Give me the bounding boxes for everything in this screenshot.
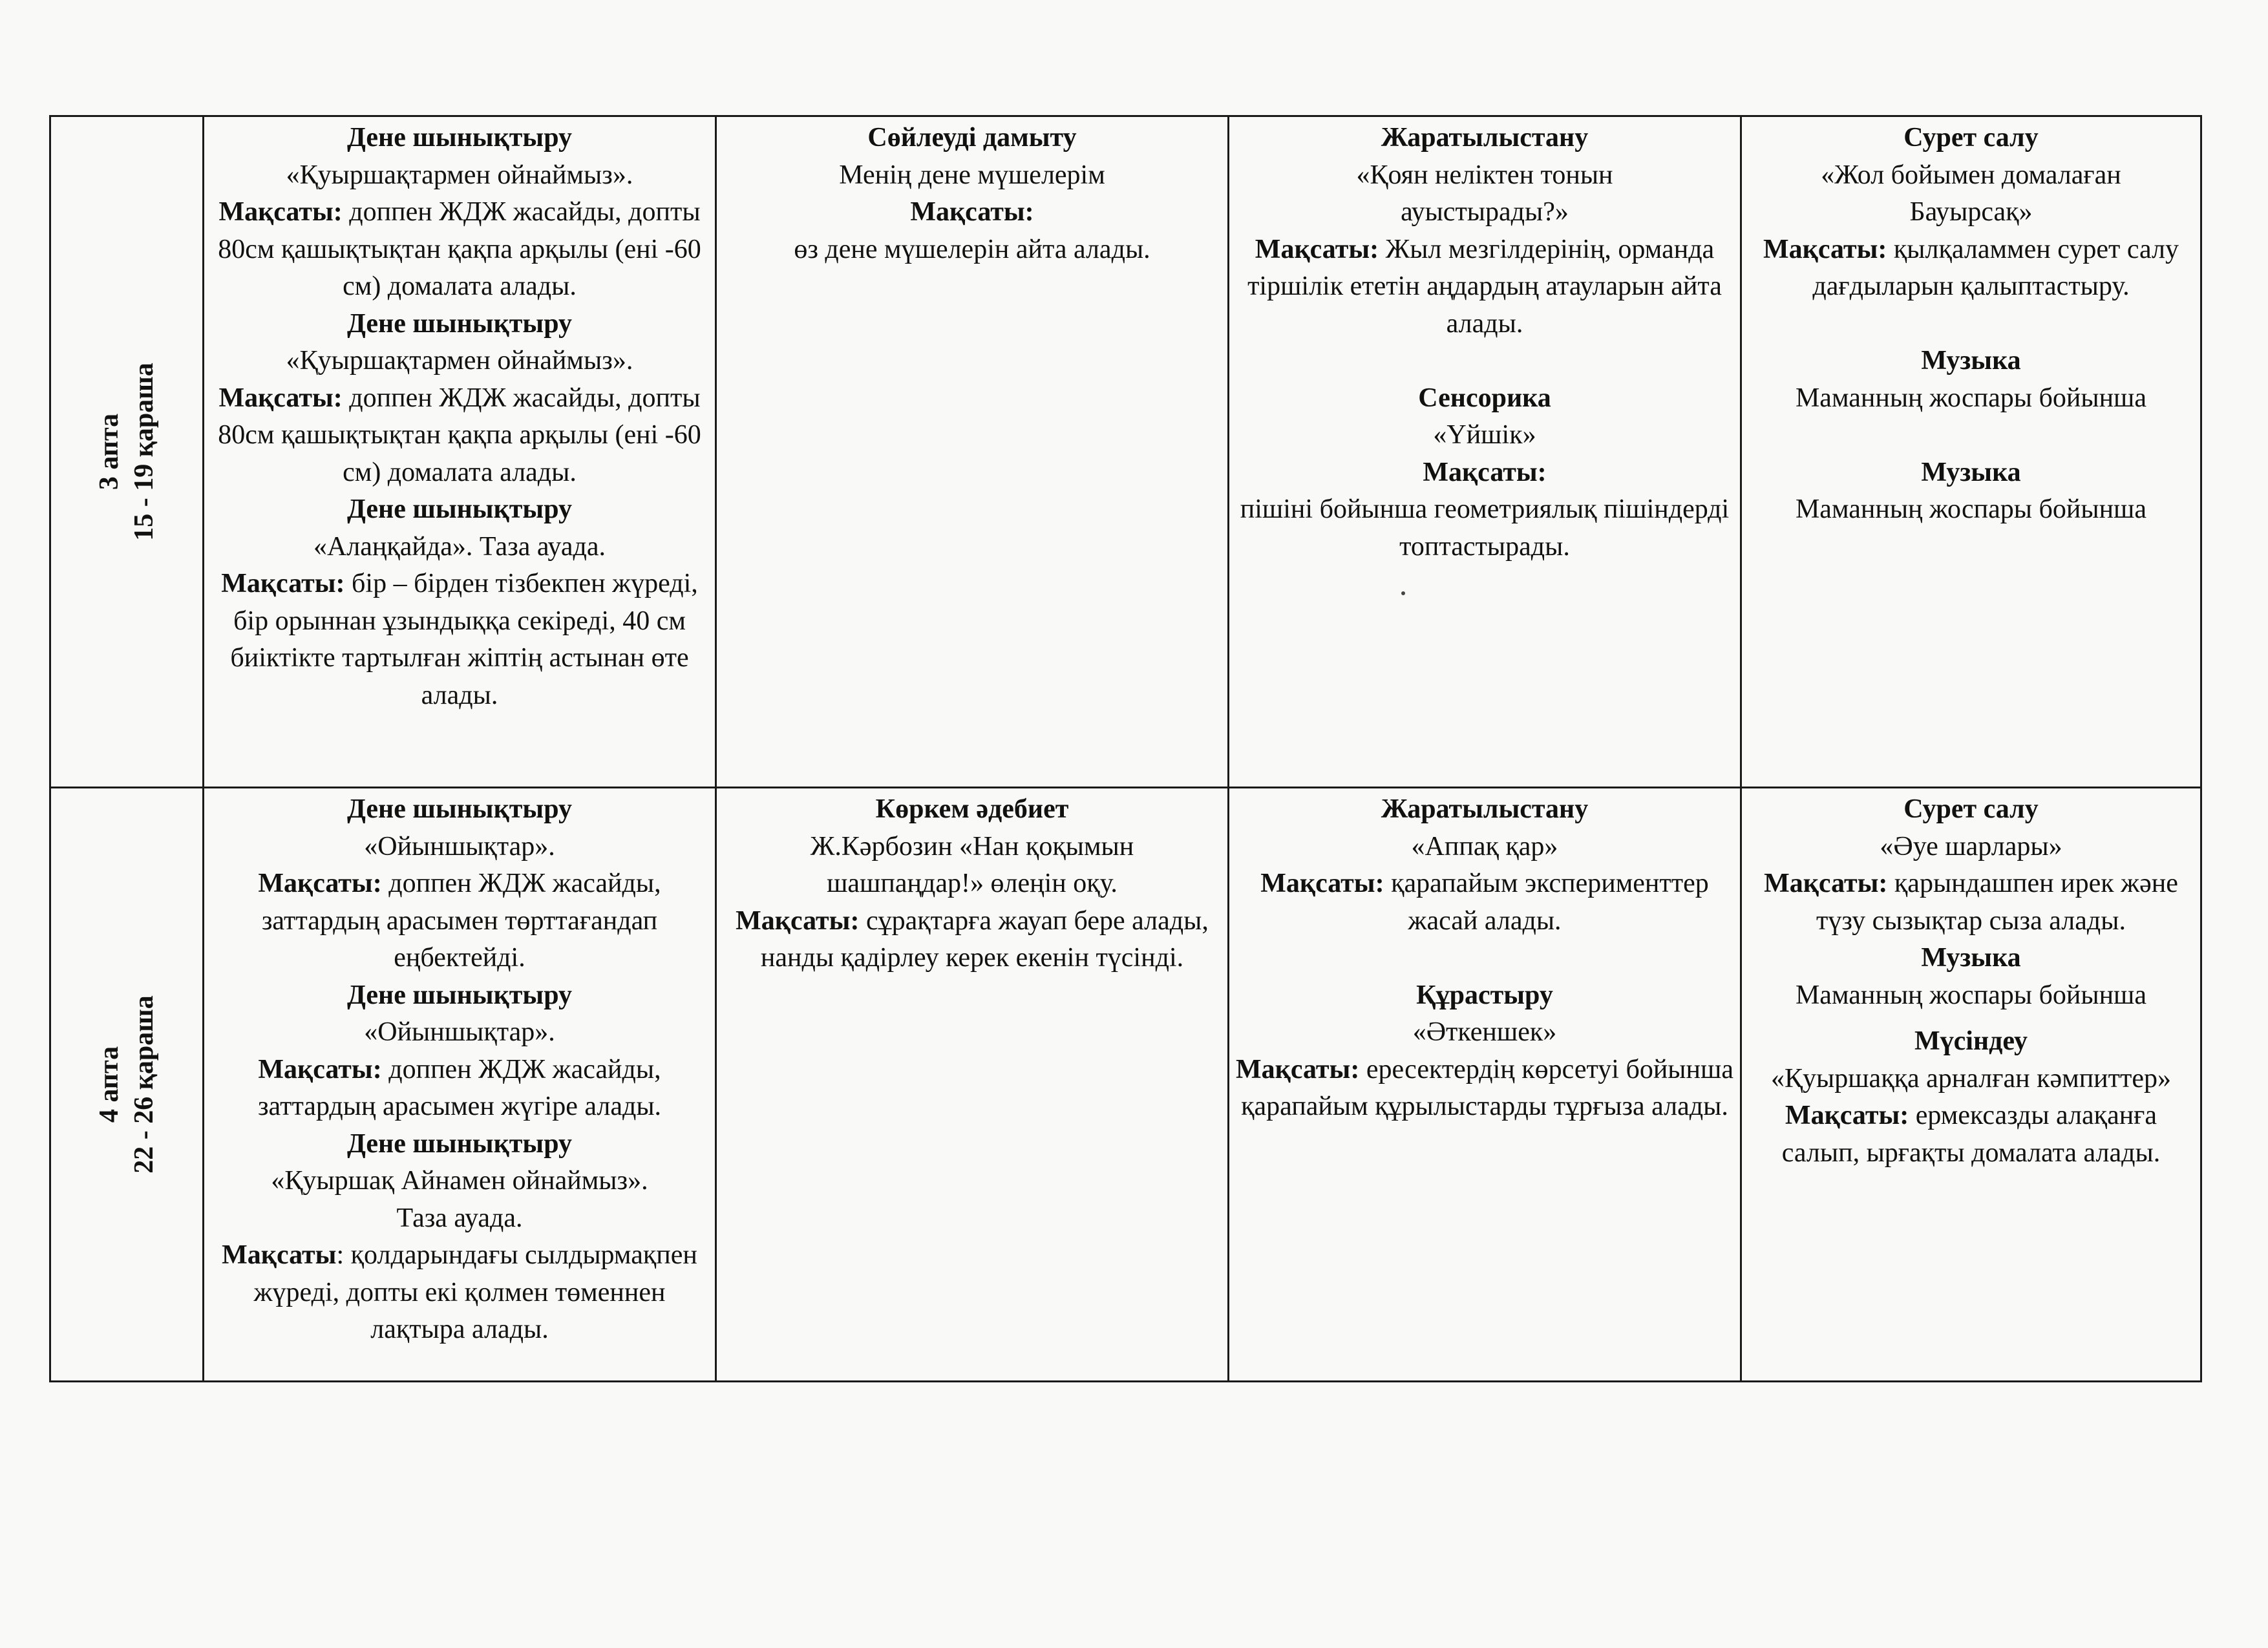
goal-label: Мақсаты: <box>218 383 350 413</box>
week-label <box>92 363 162 541</box>
week-dates: 22 - 26 қараша <box>129 995 159 1174</box>
spacer <box>1236 343 1733 380</box>
subject-title: Сурет салу <box>1903 123 2039 153</box>
subject-title: Сенсорика <box>1418 383 1551 413</box>
activity-topic: Ж.Кәрбозин «Нан қоқымын шашпаңдар!» өлеңін оқу. <box>810 831 1134 898</box>
goal-text: сұрақтарға жауап бере алады, нанды қадірлеу керек екенін түсінді. <box>760 905 1209 973</box>
week-title: 4 апта <box>94 1046 124 1123</box>
activity-block <box>211 1126 708 1349</box>
subject-title: Музыка <box>1921 346 2021 375</box>
activity-block <box>723 120 1221 268</box>
subject-title: Дене шынықтыру <box>346 794 573 824</box>
goal-text: ересектердің көрсетуі бойынша қарапайым құрылыстарды тұрғыза алады. <box>1241 1054 1733 1121</box>
goal-text: өз дене мүшелерін айта алады. <box>794 234 1150 264</box>
activity-topic: «Қуыршаққа арналған кәмпиттер» <box>1770 1063 2172 1093</box>
week-row <box>50 116 2201 788</box>
activity-topic: Маманның жоспары бойынша <box>1795 980 2147 1010</box>
activity-topic: «Қуыршақтармен ойнаймыз». <box>286 346 633 375</box>
goal-label: Мақсаты: <box>1255 234 1386 264</box>
subject-title: Дене шынықтыру <box>346 123 573 153</box>
activity-topic: Менің дене мүшелерім <box>839 160 1105 190</box>
goal-text: : қолдарындағы сылдырмақпен жүреді, допты екі қолмен төменнен лақтыра алады. <box>253 1240 697 1344</box>
activity-topic: «Жол бойымен домалаған Бауырсақ» <box>1821 160 2121 227</box>
activity-block <box>1236 977 1733 1126</box>
activity-topic: «Ойыншықтар». <box>364 1017 555 1047</box>
goal-label: Мақсаты: <box>1785 1101 1916 1130</box>
subject-title: Музыка <box>1921 943 2021 973</box>
activity-topic: «Қуыршақтармен ойнаймыз». <box>286 160 633 190</box>
goal-text: қылқаламмен сурет салу дағдыларын қалыптастыру. <box>1812 234 2179 301</box>
goal-text: қарапайым эксперименттер жасай алады. <box>1391 869 1709 936</box>
spacer <box>1236 940 1733 977</box>
activity-topic: «Аппақ қар» <box>1411 831 1558 861</box>
activity-topic: «Ойыншықтар». <box>364 831 555 861</box>
goal-label: Мақсаты: <box>221 569 352 598</box>
goal-label: Мақсаты: <box>258 869 389 898</box>
goal-label: Мақсаты: <box>258 1054 389 1084</box>
subject-title: Сөйлеуді дамыту <box>867 123 1077 153</box>
activity-cell <box>1741 788 2201 1382</box>
subject-title: Дене шынықтыру <box>346 494 573 524</box>
subject-title: Дене шынықтыру <box>346 1128 573 1159</box>
subject-title: Жаратылыстану <box>1381 794 1589 824</box>
activity-cell <box>716 788 1229 1382</box>
activity-cell <box>204 788 716 1382</box>
goal-label: Мақсаты: <box>1423 457 1547 487</box>
subject-title: Мүсіндеу <box>1914 1026 2028 1056</box>
week-row <box>50 788 2201 1382</box>
goal-text: доппен ЖДЖ жасайды, допты 80см қашықтықтан қақпа арқылы (ені -60 см) домалата алады. <box>218 383 701 487</box>
activity-block <box>211 491 708 714</box>
activity-block <box>1748 120 2194 306</box>
activity-cell <box>1229 788 1741 1382</box>
goal-text: доппен ЖДЖ жасайды, заттардың арасымен жүгіре алады. <box>257 1054 662 1121</box>
activity-block <box>211 120 708 306</box>
activity-cell <box>1741 116 2201 788</box>
activity-cell <box>1229 116 1741 788</box>
goal-label: Мақсаты: <box>1236 1054 1366 1084</box>
goal-label: Мақсаты <box>222 1240 337 1270</box>
activity-topic: «Қоян неліктен тонын ауыстырады?» <box>1356 160 1613 227</box>
weekly-plan-table <box>49 115 2202 1382</box>
subject-title: Жаратылыстану <box>1381 123 1589 153</box>
goal-text: қарындашпен ирек және түзу сызықтар сыза алады. <box>1816 869 2178 936</box>
activity-cell <box>716 116 1229 788</box>
activity-block <box>1236 120 1733 343</box>
activity-cell <box>204 116 716 788</box>
week-label-cell <box>50 788 204 1382</box>
activity-topic: Маманның жоспары бойынша <box>1795 494 2147 524</box>
goal-text: доппен ЖДЖ жасайды, допты 80см қашықтықтан қақпа арқылы (ені -60 см) домалата алады. <box>218 197 701 301</box>
activity-block <box>211 791 708 977</box>
activity-block <box>1748 343 2194 417</box>
goal-label: Мақсаты: <box>1764 869 1894 898</box>
subject-title: Дене шынықтыру <box>346 308 573 339</box>
subject-title: Музыка <box>1921 457 2021 487</box>
goal-label: Мақсаты: <box>1763 234 1894 264</box>
subject-title: Көркем әдебиет <box>875 794 1069 824</box>
subject-title: Құрастыру <box>1416 980 1553 1010</box>
goal-label: Мақсаты: <box>1260 869 1392 898</box>
week-title: 3 апта <box>94 413 124 491</box>
activity-topic: «Алаңқайда». Таза ауада. <box>313 531 606 562</box>
scan-speck <box>1401 591 1405 595</box>
activity-block <box>1748 1023 2194 1172</box>
activity-block <box>1748 791 2194 940</box>
subject-title: Дене шынықтыру <box>346 980 573 1010</box>
activity-topic: «Әткеншек» <box>1412 1017 1557 1047</box>
goal-text: ермексазды алақанға салып, ырғақты домалата алады. <box>1781 1101 2161 1168</box>
activity-block <box>211 977 708 1126</box>
spacer <box>1748 417 2194 454</box>
goal-text: бір – бірден тізбекпен жүреді, бір орыннан ұзындыққа секіреді, 40 см биіктікте тартылған жіптің астынан өте алады. <box>230 569 698 710</box>
subject-title: Сурет салу <box>1903 794 2039 824</box>
activity-topic: «Әуе шарлары» <box>1880 831 2062 861</box>
activity-block <box>1748 940 2194 1014</box>
activity-topic: «Қуыршақ Айнамен ойнаймыз». Таза ауада. <box>271 1166 648 1233</box>
week-label-cell <box>50 116 204 788</box>
activity-block <box>211 306 708 492</box>
activity-block <box>723 791 1221 977</box>
goal-text: пішіні бойынша геометриялық пішіндерді топтастырады. <box>1240 494 1730 562</box>
spacer <box>1748 306 2194 343</box>
activity-block <box>1748 454 2194 529</box>
goal-text: доппен ЖДЖ жасайды, заттардың арасымен төрттағандап еңбектейді. <box>261 869 661 973</box>
activity-block <box>1236 380 1733 566</box>
week-label <box>92 995 162 1174</box>
goal-label: Мақсаты: <box>736 905 866 936</box>
goal-label: Мақсаты: <box>218 197 350 227</box>
activity-topic: «Үйшік» <box>1433 420 1536 450</box>
week-dates: 15 - 19 қараша <box>129 363 159 541</box>
activity-block <box>1236 791 1733 940</box>
goal-label: Мақсаты: <box>910 197 1034 227</box>
goal-text: Жыл мезгілдерінің, орманда тіршілік ететін аңдардың атауларын айта алады. <box>1247 234 1722 339</box>
activity-topic: Маманның жоспары бойынша <box>1795 383 2147 413</box>
